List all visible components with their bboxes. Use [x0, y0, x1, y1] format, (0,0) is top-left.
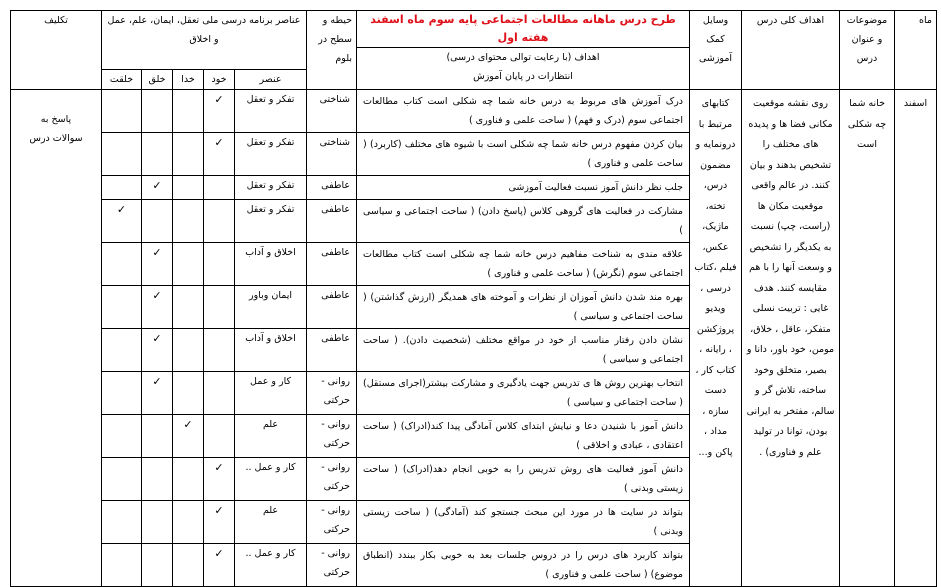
objective-text: بتواند کاربرد های درس را در دروس جلسات بعد به خوبی بکار ببندد (انطباق موضوع) ( ساحت علمی و فناوری ) — [357, 544, 690, 587]
tools-cell: کتابهای مرتبط با درونمایه و مضمون درس، تخته، ماژیک، عکس، فیلم ،کتاب درسی ، ویدیو پروژکشن ، رایانه ، کتاب کار ، دست سازه ، مداد ، پاکن و... — [690, 90, 742, 587]
check-god — [173, 286, 204, 329]
header-objectives-line2: انتظارات در پایان آموزش — [473, 71, 573, 82]
table-row — [11, 90, 937, 133]
header-objectives-line1: اهداف (با رعایت توالی محتوای درسی) — [446, 52, 600, 63]
check-people — [142, 90, 173, 133]
check-self — [204, 286, 235, 329]
checkmark-icon: ✓ — [152, 289, 162, 302]
element-text: تفکر و تعقل — [235, 176, 307, 200]
checkmark-icon: ✓ — [152, 332, 162, 345]
check-god — [173, 133, 204, 176]
element-text: علم — [235, 501, 307, 544]
domain-text: روانی - حرکتی — [307, 415, 357, 458]
check-creation — [102, 501, 142, 544]
domain-text: عاطفی — [307, 329, 357, 372]
check-creation — [102, 133, 142, 176]
header-god: خدا — [173, 70, 204, 90]
check-people — [142, 176, 173, 200]
objective-text: دانش آموز فعالیت های روش تدریس را به خوبی انجام دهد(ادراک) ( ساحت زیستی وبدنی ) — [357, 458, 690, 501]
check-creation — [102, 176, 142, 200]
header-creation: خلقت — [102, 70, 142, 90]
checkmark-icon: ✓ — [214, 93, 224, 106]
check-people — [142, 133, 173, 176]
element-text: تفکر و تعقل — [235, 200, 307, 243]
check-self — [204, 458, 235, 501]
objective-text: نشان دادن رفتار مناسب از خود در مواقع مختلف (شخصیت دادن). ( ساحت اجتماعی و سیاسی ) — [357, 329, 690, 372]
check-people — [142, 329, 173, 372]
check-self — [204, 133, 235, 176]
objective-text: بهره مند شدن دانش آموزان از نظرات و آموخته های همدیگر (ارزش گذاشتن) ( ساحت اجتماعی و سیاسی ) — [357, 286, 690, 329]
check-god — [173, 501, 204, 544]
objective-text: دانش آموز با شنیدن دعا و نیایش ابتدای کلاس آمادگی پیدا کند(ادراک) ( ساحت اعتقادی ، عبادی و اخلاقی ) — [357, 415, 690, 458]
check-god — [173, 243, 204, 286]
objective-text: بیان کردن مفهوم درس خانه شما چه شکلی است با شیوه های مختلف (کاربرد) ( ساحت علمی و فناوری ) — [357, 133, 690, 176]
checkmark-icon: ✓ — [152, 246, 162, 259]
header-assignment: تکلیف — [11, 11, 102, 90]
element-text: اخلاق و آداب — [235, 243, 307, 286]
check-self — [204, 415, 235, 458]
objective-text: جلب نظر دانش آموز نسبت فعالیت آموزشی — [357, 176, 690, 200]
check-self — [204, 329, 235, 372]
check-god — [173, 415, 204, 458]
check-creation — [102, 286, 142, 329]
element-text: علم — [235, 415, 307, 458]
header-tools: وسایل کمک آموزشی — [690, 11, 742, 90]
domain-text: روانی - حرکتی — [307, 372, 357, 415]
lesson-plan-table — [10, 10, 937, 587]
element-text: کار و عمل .. — [235, 458, 307, 501]
header-self: خود — [204, 70, 235, 90]
objective-text: علاقه مندی به شناخت مفاهیم درس خانه شما چه شکلی است کتاب مطالعات اجتماعی سوم (نگرش) ( ساحت علمی و فناوری ) — [357, 243, 690, 286]
domain-text: روانی - حرکتی — [307, 458, 357, 501]
check-people — [142, 200, 173, 243]
check-self — [204, 90, 235, 133]
check-god — [173, 458, 204, 501]
header-domain: حیطه و سطح در بلوم — [307, 11, 357, 90]
checkmark-icon: ✓ — [214, 136, 224, 149]
check-creation — [102, 90, 142, 133]
element-text: کار و عمل .. — [235, 544, 307, 587]
header-elements-group: عناصر برنامه درسی ملی تعقل، ایمان، علم، عمل و اخلاق — [102, 11, 307, 70]
header-people: خلق — [142, 70, 173, 90]
checkmark-icon: ✓ — [214, 461, 224, 474]
check-creation — [102, 458, 142, 501]
domain-text: عاطفی — [307, 243, 357, 286]
check-people — [142, 458, 173, 501]
assignment-cell: پاسخ به سوالات درس — [11, 90, 102, 587]
element-text: اخلاق و آداب — [235, 329, 307, 372]
header-objectives — [357, 48, 690, 90]
check-self — [204, 176, 235, 200]
domain-text: روانی - حرکتی — [307, 501, 357, 544]
check-creation — [102, 415, 142, 458]
element-text: کار و عمل — [235, 372, 307, 415]
check-self — [204, 243, 235, 286]
check-god — [173, 90, 204, 133]
check-creation — [102, 243, 142, 286]
check-god — [173, 200, 204, 243]
domain-text: شناختی — [307, 133, 357, 176]
check-god — [173, 176, 204, 200]
check-self — [204, 501, 235, 544]
header-element: عنصر — [235, 70, 307, 90]
check-god — [173, 372, 204, 415]
objective-text: بتواند در سایت ها در مورد این مبحث جستجو کند (آمادگی) ( ساحت زیستی وبدنی ) — [357, 501, 690, 544]
month-cell: اسفند — [895, 90, 937, 587]
check-creation — [102, 329, 142, 372]
check-people — [142, 415, 173, 458]
check-god — [173, 329, 204, 372]
check-people — [142, 501, 173, 544]
check-self — [204, 200, 235, 243]
header-topic: موضوعات و عنوان درس — [840, 11, 895, 90]
check-people — [142, 372, 173, 415]
check-people — [142, 243, 173, 286]
topic-cell: خانه شما چه شکلی است — [840, 90, 895, 587]
element-text: تفکر و تعقل — [235, 90, 307, 133]
header-month: ماه — [895, 11, 937, 90]
checkmark-icon: ✓ — [152, 179, 162, 192]
domain-text: عاطفی — [307, 286, 357, 329]
objective-text: انتخاب بهترین روش ها ی تدریس جهت یادگیری و مشارکت بیشتر(اجرای مستقل) ( ساحت اجتماعی و سیاسی ) — [357, 372, 690, 415]
check-creation — [102, 200, 142, 243]
domain-text: روانی - حرکتی — [307, 544, 357, 587]
check-self — [204, 372, 235, 415]
domain-text: عاطفی — [307, 176, 357, 200]
domain-text: شناختی — [307, 90, 357, 133]
checkmark-icon: ✓ — [183, 418, 193, 431]
page-title: طرح درس ماهانه مطالعات اجتماعی پایه سوم ماه اسفند هفته اول — [357, 11, 690, 48]
objective-text: درک آموزش های مربوط به درس خانه شما چه شکلی است کتاب مطالعات اجتماعی سوم (درک و فهم) ( ساحت علمی و فناوری ) — [357, 90, 690, 133]
checkmark-icon: ✓ — [214, 547, 224, 560]
objective-text: مشارکت در فعالیت های گروهی کلاس (پاسخ دادن) ( ساحت اجتماعی و سیاسی ) — [357, 200, 690, 243]
checkmark-icon: ✓ — [116, 203, 127, 216]
domain-text: عاطفی — [307, 200, 357, 243]
checkmark-icon: ✓ — [214, 504, 224, 517]
general-goals-cell: روی نقشه موقعیت مکانی فضا ها و پدیده های مختلف را تشخیص بدهند و بیان کنند. در عالم واقعی موقعیت مکان ها (راست، چپ) نسبت به یکدیگر را تشخیص و وسعت آنها را با هم مقایسه کنند. هدف غایی : تربیت نسلی متفکر، عاقل ، خلاق، مومن، خود باور، دانا و بصیر، متخلق وخود ساخته، تلاش گر و سالم، مفتخر به ایرانی بودن، توانا در تولید علم و فناوری) . — [742, 90, 840, 587]
check-people — [142, 286, 173, 329]
header-general-goals: اهداف کلی درس — [742, 11, 840, 90]
element-text: ایمان وباور — [235, 286, 307, 329]
checkmark-icon: ✓ — [152, 375, 162, 388]
element-text: تفکر و تعقل — [235, 133, 307, 176]
check-creation — [102, 372, 142, 415]
